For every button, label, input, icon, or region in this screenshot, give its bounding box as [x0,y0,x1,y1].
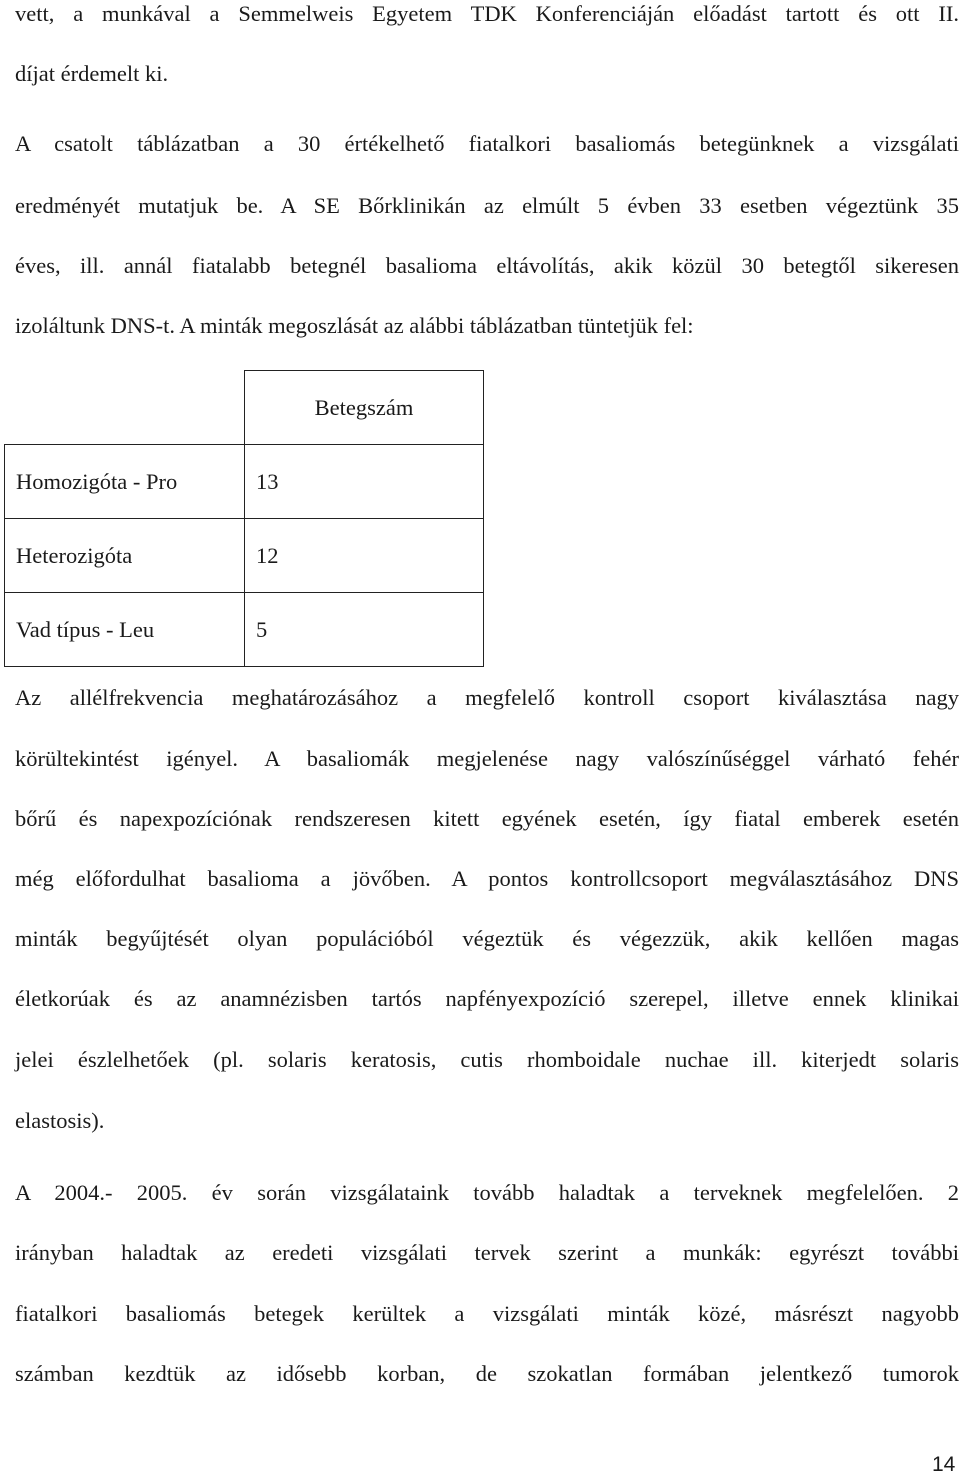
text-line: eredményét mutatjuk be. A SE Bőrklinikán az elmúlt 5 évben 33 esetben végeztünk 35 [15,193,959,218]
text-line: számban kezdtük az idősebb korban, de szokatlan formában jelentkező tumorok [15,1361,959,1386]
text-line: vett, a munkával a Semmelweis Egyetem TDK Konferenciáján előadást tartott és ott II. [15,1,959,26]
text-line: még előfordulhat basalioma a jövőben. A pontos kontrollcsoport megválasztásához DNS [15,866,959,891]
table-row [5,519,484,593]
text-line: A csatolt táblázatban a 30 értékelhető fiatalkori basaliomás betegünknek a vizsgálati [15,131,959,156]
table-header-row [5,371,484,445]
patient-count: 13 [245,445,484,519]
patient-count: 12 [245,519,484,593]
genotype-label: Vad típus - Leu [5,593,245,667]
text-line: körültekintést igényel. A basaliomák megjelenése nagy valószínűséggel várható fehér [15,746,959,771]
genotype-label: Homozigóta - Pro [5,445,245,519]
genotype-table [4,370,484,667]
genotype-label: Heterozigóta [5,519,245,593]
text-line: bőrű és napexpozíciónak rendszeresen kitett egyének esetén, így fiatal emberek esetén [15,806,959,831]
text-line: minták begyűjtését olyan populációból végeztük és végezzük, akik kellően magas [15,926,959,951]
text-line: irányban haladtak az eredeti vizsgálati tervek szerint a munkák: egyrészt további [15,1240,959,1265]
text-line: A 2004.- 2005. év során vizsgálataink tovább haladtak a terveknek megfelelően. 2 [15,1180,959,1205]
text-line: díjat érdemelt ki. [15,61,169,86]
table-row [5,593,484,667]
table-corner-cell [5,371,245,445]
text-line: fiatalkori basaliomás betegek kerültek a vizsgálati minták közé, másrészt nagyobb [15,1301,959,1326]
text-line: éves, ill. annál fiatalabb betegnél basalioma eltávolítás, akik közül 30 betegtől sikeresen [15,253,959,278]
text-line: Az allélfrekvencia meghatározásához a megfelelő kontroll csoport kiválasztása nagy [15,685,959,710]
text-line: izoláltunk DNS-t. A minták megoszlását az alábbi táblázatban tüntetjük fel: [15,313,694,338]
page-number: 14 [932,1453,956,1476]
table-row [5,445,484,519]
text-line: elastosis). [15,1108,105,1133]
table-header-cell: Betegszám [245,371,484,445]
text-line: jelei észlelhetőek (pl. solaris keratosis, cutis rhomboidale nuchae ill. kiterjedt solaris [15,1047,959,1072]
text-line: életkorúak és az anamnézisben tartós napfényexpozíció szerepel, illetve ennek klinikai [15,986,959,1011]
patient-count: 5 [245,593,484,667]
